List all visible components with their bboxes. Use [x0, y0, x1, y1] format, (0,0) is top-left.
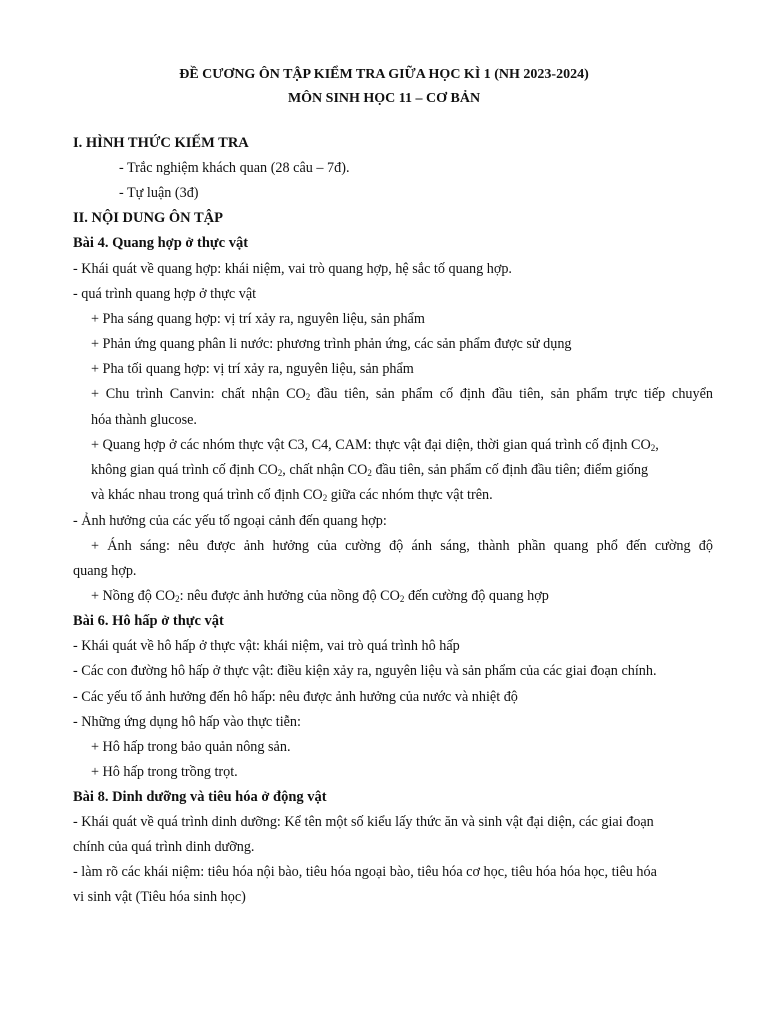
list-item: - Khái quát về quang hợp: khái niệm, vai trò quang hợp, hệ sắc tố quang hợp.	[73, 261, 512, 277]
format-item-essay: - Tự luận (3đ)	[119, 185, 199, 201]
lesson-6-title: Bài 6. Hô hấp ở thực vật	[73, 613, 224, 629]
list-item: - Các con đường hô hấp ở thực vật: điều kiện xảy ra, nguyên liệu và sản phẩm của các giai đoạn chính.	[73, 663, 657, 679]
list-item: + Phản ứng quang phân li nước: phương trình phản ứng, các sản phẩm được sử dụng	[91, 336, 572, 352]
list-item: + Hô hấp trong bảo quản nông sản.	[91, 739, 291, 755]
list-item: - Khái quát về quá trình dinh dưỡng: Kể tên một số kiểu lấy thức ăn và sinh vật đại diện, các giai đoạn	[73, 814, 654, 830]
list-item: + Pha sáng quang hợp: vị trí xảy ra, nguyên liệu, sản phẩm	[91, 311, 425, 327]
list-item: + Hô hấp trong trồng trọt.	[91, 764, 238, 780]
lesson-4-title: Bài 4. Quang hợp ở thực vật	[73, 235, 249, 251]
list-item: - Các yếu tố ảnh hưởng đến hô hấp: nêu được ảnh hưởng của nước và nhiệt độ	[73, 689, 518, 705]
list-item: + Quang hợp ở các nhóm thực vật C3, C4, CAM: thực vật đại diện, thời gian quá trình cố định $CO_2$,	[91, 437, 659, 453]
list-item-continuation: không gian quá trình cố định $CO_2$, chất nhận $CO_2$ đầu tiên, sản phẩm cố định đầu tiên; điểm giống	[91, 462, 649, 478]
list-item: - làm rõ các khái niệm: tiêu hóa nội bào, tiêu hóa ngoại bào, tiêu hóa cơ học, tiêu hóa hóa học, tiêu hóa	[73, 864, 657, 880]
section-1-heading: I. HÌNH THỨC KIẾM TRA	[73, 135, 249, 151]
list-item-continuation: hóa thành glucose.	[91, 412, 197, 428]
list-item-continuation: vi sinh vật (Tiêu hóa sinh học)	[73, 889, 246, 905]
list-item: + Pha tối quang hợp: vị trí xảy ra, nguyên liệu, sản phẩm	[91, 361, 414, 377]
list-item: - Ảnh hưởng của các yếu tố ngoại cảnh đến quang hợp:	[73, 513, 387, 529]
list-item: - Những ứng dụng hô hấp vào thực tiễn:	[73, 714, 301, 730]
format-item-multiple-choice: - Trắc nghiệm khách quan (28 câu – 7đ).	[119, 160, 350, 176]
list-item: + Chu trình Canvin: chất nhận $CO_2$ đầu tiên, sản phẩm cố định đầu tiên, sản phẩm trực tiếp chuyển	[91, 386, 713, 402]
section-2-heading: II. NỘI DUNG ÔN TẬP	[73, 210, 223, 226]
list-item-continuation: chính của quá trình dinh dưỡng.	[73, 839, 255, 855]
list-item: + Ánh sáng: nêu được ảnh hưởng của cường độ ánh sáng, thành phần quang phổ đến cường độ	[91, 538, 713, 554]
list-item: - Khái quát về hô hấp ở thực vật: khái niệm, vai trò quá trình hô hấp	[73, 638, 460, 654]
list-item: + Nồng độ $CO_2$: nêu được ảnh hưởng của nồng độ $CO_2$ đến cường độ quang hợp	[91, 588, 549, 604]
document-title-line2: MÔN SINH HỌC 11 – CƠ BẢN	[287, 91, 481, 106]
document-title-line1: ĐỀ CƯƠNG ÔN TẬP KIỂM TRA GIỮA HỌC KÌ 1 (NH 2023-2024)	[179, 67, 589, 82]
lesson-8-title: Bài 8. Dinh dưỡng và tiêu hóa ở động vật	[73, 789, 327, 805]
list-item-continuation: quang hợp.	[73, 563, 137, 579]
list-item-continuation: và khác nhau trong quá trình cố định $CO_2$ giữa các nhóm thực vật trên.	[91, 487, 493, 503]
list-item: - quá trình quang hợp ở thực vật	[73, 286, 257, 302]
